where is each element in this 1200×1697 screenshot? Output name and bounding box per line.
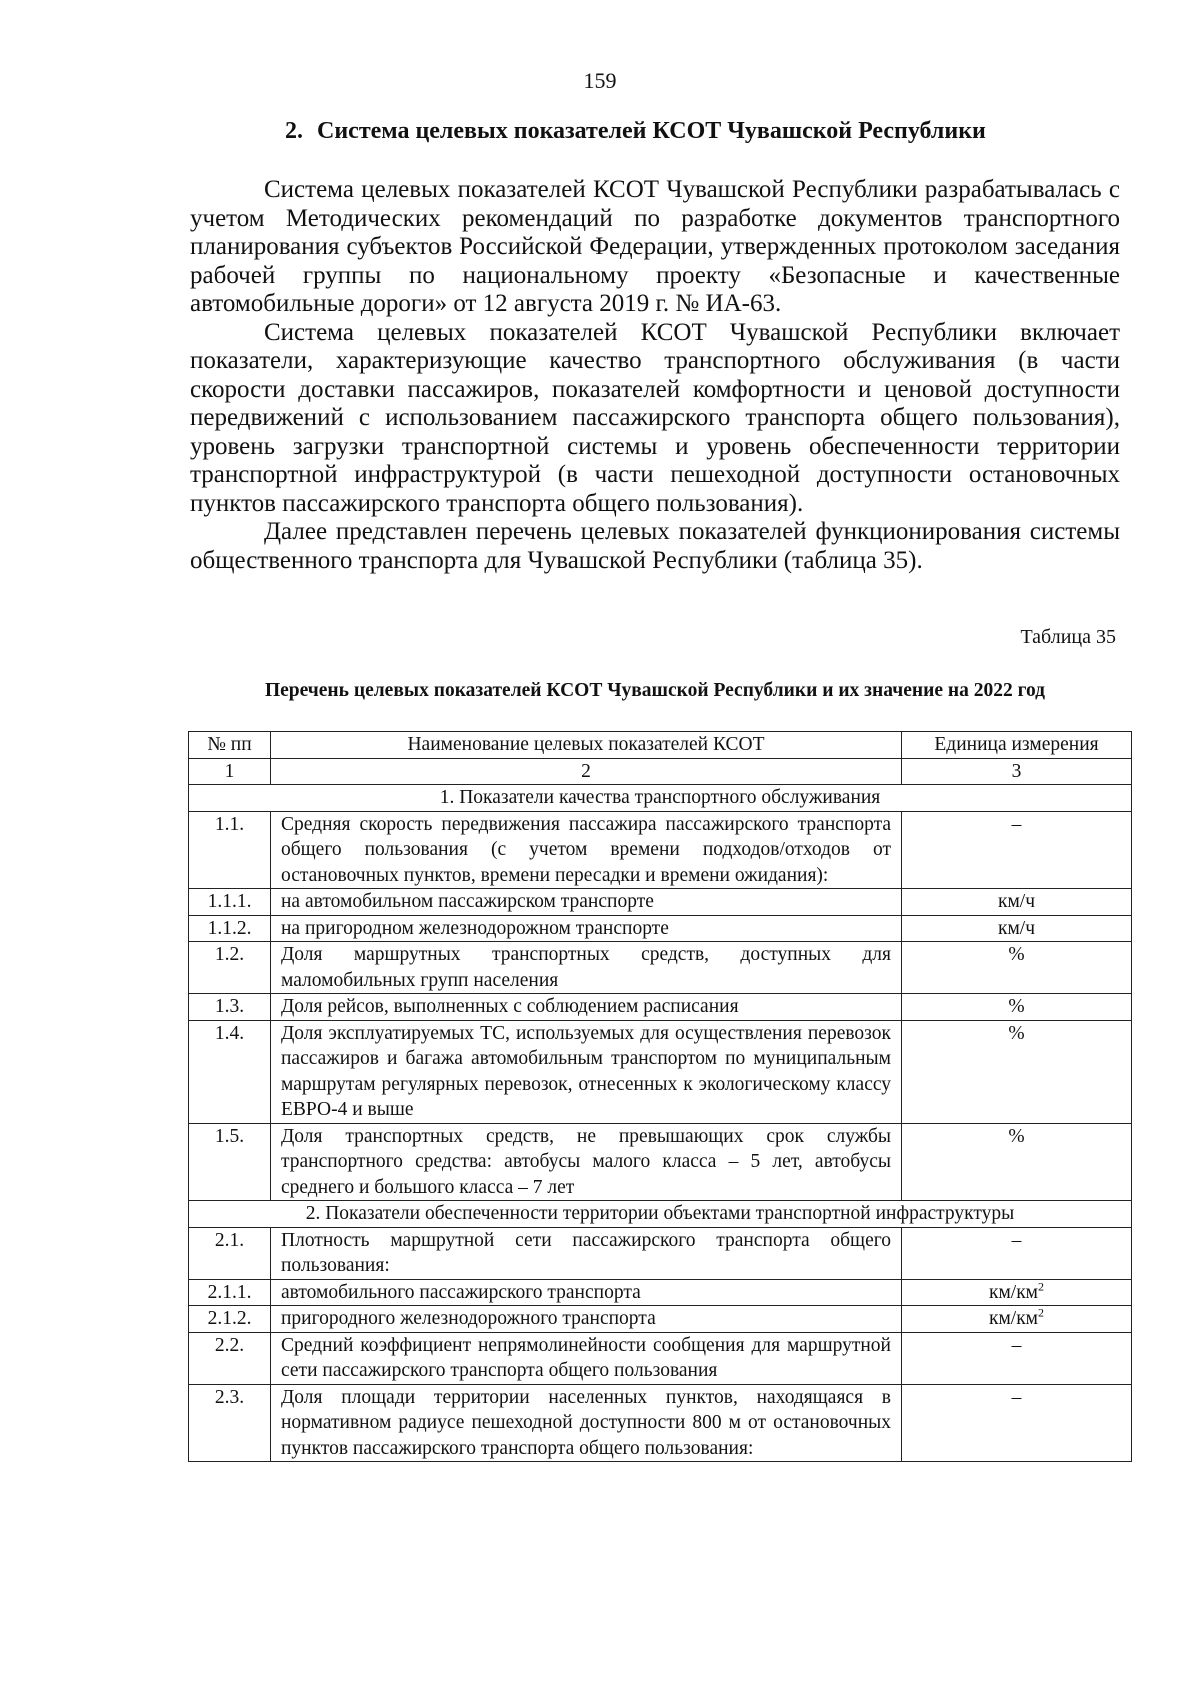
table-row [189, 1306, 1132, 1333]
table-title: Перечень целевых показателей КСОТ Чувашской Республики и их значение на 2022 год [264, 680, 1046, 701]
row-indicator-name: Доля маршрутных транспортных средств, доступных для маломобильных групп населения [271, 942, 902, 994]
row-indicator-name: Доля площади территории населенных пунктов, находящаяся в нормативном радиусе пешеходной доступности 800 м от остановочных пунктов пассажирского транспорта общего пользования: [271, 1384, 902, 1462]
row-number: 1.4. [189, 1020, 271, 1123]
row-unit [902, 994, 1132, 1021]
section-title [285, 118, 1115, 145]
unit-text: % [1008, 1022, 1025, 1044]
table-row [189, 994, 1132, 1021]
row-unit [902, 1227, 1132, 1279]
header-unit: Единица измерения [902, 732, 1132, 759]
table-body [189, 785, 1132, 1462]
table-section-row [189, 785, 1132, 812]
row-number: 2.3. [189, 1384, 271, 1462]
row-number: 1.1.1. [189, 889, 271, 916]
row-number: 2.1.1. [189, 1279, 271, 1306]
table-row [189, 1279, 1132, 1306]
row-number: 1.5. [189, 1123, 271, 1201]
section-heading-cell: 2. Показатели обеспеченности территории объектами транспортной инфраструктуры [189, 1201, 1132, 1228]
row-number: 1.1.2. [189, 915, 271, 942]
unit-text: – [1011, 1386, 1022, 1408]
row-unit [902, 1279, 1132, 1306]
unit-superscript: 2 [1038, 1279, 1045, 1293]
paragraph: Далее представлен перечень целевых показателей функционирования системы общественного транспорта для Чувашской Республики (таблица 35). [190, 518, 1120, 574]
unit-text: – [1011, 1229, 1022, 1251]
row-indicator-name: Доля рейсов, выполненных с соблюдением расписания [271, 994, 902, 1021]
paragraph: Система целевых показателей КСОТ Чувашской Республики включает показатели, характеризующие качество транспортного обслуживания (в части скорости доставки пассажиров, показателей комфортности и ценовой доступности передвижений с использованием пассажирского транспорта общего пользования), уровень загрузки транспортной системы и уровень обеспеченности территории транспортной инфраструктурой (в части пешеходной доступности остановочных пунктов пассажирского транспорта общего пользования). [190, 318, 1120, 517]
table-row [189, 942, 1132, 994]
row-indicator-name: пригородного железнодорожного транспорта [271, 1306, 902, 1333]
row-indicator-name: Средний коэффициент непрямолинейности сообщения для маршрутной сети пассажирского транспорта общего пользования [271, 1332, 902, 1384]
header-number: № пп [189, 732, 271, 759]
paragraph: Система целевых показателей КСОТ Чувашской Республики разрабатывалась с учетом Методических рекомендаций по разработке документов транспортного планирования субъектов Российской Федерации, утвержденных протоколом заседания рабочей группы по национальному проекту «Безопасные и качественные автомобильные дороги» от 12 августа 2019 г. № ИА-63. [190, 176, 1120, 317]
row-indicator-name: автомобильного пассажирского транспорта [271, 1279, 902, 1306]
section-number: 2. [285, 118, 303, 144]
header-name: Наименование целевых показателей КСОТ [271, 732, 902, 759]
table-header-row [189, 732, 1132, 759]
row-unit [902, 1332, 1132, 1384]
row-indicator-name: Доля транспортных средств, не превышающих срок службы транспортного средства: автобусы малого класса – 5 лет, автобусы среднего и большого класса – 7 лет [271, 1123, 902, 1201]
index-cell: 2 [271, 758, 902, 785]
body-text [190, 176, 1120, 575]
unit-text: % [1008, 996, 1025, 1017]
row-indicator-name: Средняя скорость передвижения пассажира пассажирского транспорта общего пользования (с учетом времени подходов/отходов от остановочных пунктов, времени пересадки и времени ожидания): [271, 811, 902, 889]
table-row [189, 1332, 1132, 1384]
row-number: 2.1. [189, 1227, 271, 1279]
row-indicator-name: на автомобильном пассажирском транспорте [271, 889, 902, 916]
row-number: 2.1.2. [189, 1306, 271, 1333]
unit-text: % [1008, 1125, 1025, 1147]
table-row [189, 811, 1132, 889]
row-indicator-name: на пригородном железнодорожном транспорте [271, 915, 902, 942]
unit-text: км/ч [997, 891, 1036, 912]
unit-text: – [1011, 1334, 1022, 1356]
row-indicator-name: Плотность маршрутной сети пассажирского транспорта общего пользования: [271, 1227, 902, 1279]
index-cell: 3 [902, 758, 1132, 785]
section-heading-cell: 1. Показатели качества транспортного обслуживания [189, 785, 1132, 812]
row-unit [902, 942, 1132, 994]
row-unit [902, 1306, 1132, 1333]
table-section-row [189, 1201, 1132, 1228]
row-number: 1.1. [189, 811, 271, 889]
table-row [189, 1020, 1132, 1123]
row-unit [902, 1384, 1132, 1462]
unit-text: км/км [988, 1308, 1039, 1329]
table-row [189, 889, 1132, 916]
row-unit [902, 915, 1132, 942]
table-row [189, 915, 1132, 942]
row-number: 1.3. [189, 994, 271, 1021]
table-index-row [189, 758, 1132, 785]
row-unit [902, 889, 1132, 916]
row-number: 2.2. [189, 1332, 271, 1384]
row-number: 1.2. [189, 942, 271, 994]
table-row [189, 1227, 1132, 1279]
unit-text: – [1011, 813, 1022, 835]
unit-superscript: 2 [1038, 1305, 1045, 1320]
page-number: 159 [583, 68, 617, 93]
row-unit [902, 811, 1132, 889]
table-row [189, 1384, 1132, 1462]
unit-text: км/км [988, 1281, 1039, 1303]
unit-text: % [1008, 944, 1025, 965]
row-unit [902, 1123, 1132, 1201]
kpi-table [188, 731, 1132, 1462]
unit-text: км/ч [997, 917, 1036, 939]
table-row [189, 1123, 1132, 1201]
table-caption: Таблица 35 [1020, 626, 1116, 648]
row-unit [902, 1020, 1132, 1123]
row-indicator-name: Доля эксплуатируемых ТС, используемых для осуществления перевозок пассажиров и багажа автомобильным транспортом по муниципальным маршрутам регулярных перевозок, отнесенных к экологическому классу ЕВРО-4 и выше [271, 1020, 902, 1123]
section-title-text: Система целевых показателей КСОТ Чувашской Республики [317, 118, 986, 144]
index-cell: 1 [189, 758, 271, 785]
